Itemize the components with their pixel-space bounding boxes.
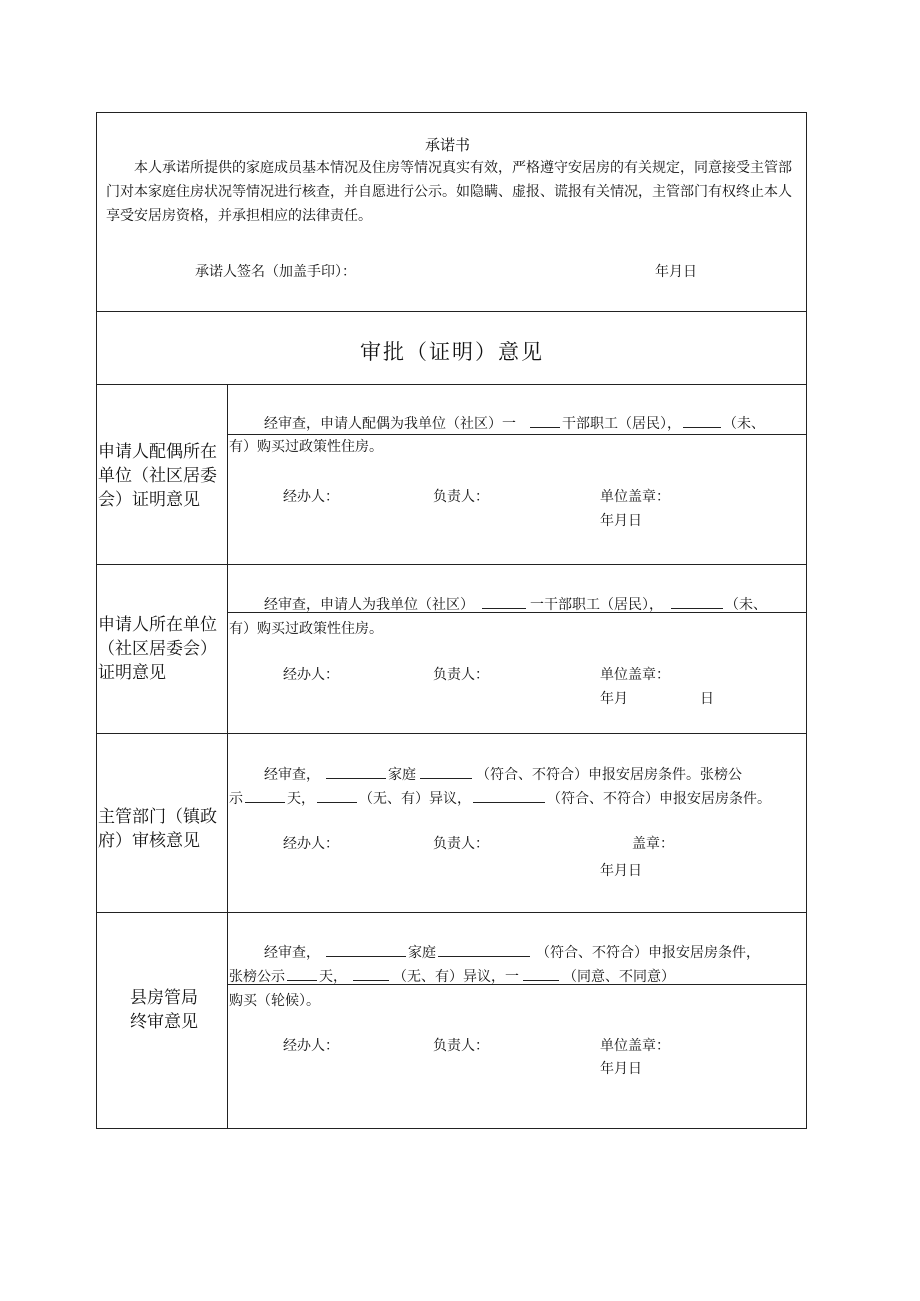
responsible-label: 负责人：: [433, 667, 489, 683]
row-divider: [96, 311, 807, 312]
seal-label: 单位盖章：: [600, 489, 670, 505]
column-divider: [227, 384, 228, 1129]
date-day: 日: [700, 691, 714, 707]
section-text-line3: 购买（轮候）。: [229, 993, 320, 1009]
handler-label: 经办人：: [283, 836, 339, 852]
seal-label: 单位盖章：: [600, 667, 670, 683]
date-label: 年月日: [600, 863, 642, 879]
row-divider: [96, 564, 807, 565]
blank-field[interactable]: [473, 788, 545, 803]
responsible-label: 负责人：: [433, 1038, 489, 1054]
responsible-label: 负责人：: [433, 836, 489, 852]
section-text-line2: 张榜公示 天， （无、有）异议，一 （同意、不同意）: [229, 966, 675, 986]
blank-field[interactable]: [530, 413, 560, 428]
blank-field[interactable]: [326, 764, 386, 779]
approval-title: 审批（证明）意见: [360, 340, 544, 364]
pledge-body: 本人承诺所提供的家庭成员基本情况及住房等情况真实有效，严格遵守安居房的有关规定，同意接受主管部门对本家庭住房状况等情况进行核查，并自愿进行公示。如隐瞒、虚报、谎报有关情况，主管部门有权终止本人享受安居房资格，并承担相应的法律责任。: [106, 160, 792, 224]
blank-field[interactable]: [287, 966, 317, 981]
handler-label: 经办人：: [283, 1038, 339, 1054]
section-text: 经审查， 家庭 （符合、不符合）申报安居房条件。张榜公: [264, 764, 742, 784]
pledge-date: 年月日: [655, 264, 697, 280]
date-year-month: 年月: [600, 691, 628, 707]
blank-field[interactable]: [326, 942, 406, 957]
blank-field[interactable]: [671, 594, 723, 609]
section-text: 经审查，申请人配偶为我单位（社区）一 干部职工（居民）， （未、: [264, 413, 765, 433]
blank-field[interactable]: [482, 594, 526, 609]
responsible-label: 负责人：: [433, 489, 489, 505]
pledge-sign-label: 承诺人签名（加盖手印）：: [195, 264, 356, 280]
section-text-line2: 有）购买过政策性住房。: [229, 439, 383, 455]
blank-field[interactable]: [523, 966, 559, 981]
section-label: 县房管局终审意见: [130, 988, 198, 1032]
section-text: 经审查，申请人为我单位（社区） 一干部职工（居民）， （未、: [264, 594, 767, 614]
blank-field[interactable]: [245, 788, 285, 803]
blank-field[interactable]: [317, 788, 357, 803]
blank-field[interactable]: [353, 966, 389, 981]
section-text-line2: 有）购买过政策性住房。: [229, 621, 383, 637]
section-label: 主管部门（镇政府）审核意见: [98, 807, 217, 851]
cell-rule: [227, 434, 807, 435]
section-text-line2: 示 天， （无、有）异议， （符合、不符合）申报安居房条件。: [229, 788, 771, 808]
blank-field[interactable]: [438, 942, 530, 957]
section-text: 经审查， 家庭 （符合、不符合）申报安居房条件，: [264, 942, 760, 962]
section-label: 申请人配偶所在单位（社区居委会）证明意见: [98, 442, 217, 510]
seal-label: 盖章：: [632, 836, 674, 852]
handler-label: 经办人：: [283, 667, 339, 683]
blank-field[interactable]: [683, 413, 721, 428]
row-divider: [96, 384, 807, 385]
blank-field[interactable]: [420, 764, 472, 779]
pledge-title: 承诺书: [425, 136, 471, 154]
date-label: 年月日: [600, 513, 642, 529]
section-label: 申请人所在单位（社区居委会）证明意见: [98, 615, 217, 683]
row-divider: [96, 733, 807, 734]
seal-label: 单位盖章：: [600, 1038, 670, 1054]
date-label: 年月日: [600, 1061, 642, 1077]
handler-label: 经办人：: [283, 489, 339, 505]
row-divider: [96, 912, 807, 913]
